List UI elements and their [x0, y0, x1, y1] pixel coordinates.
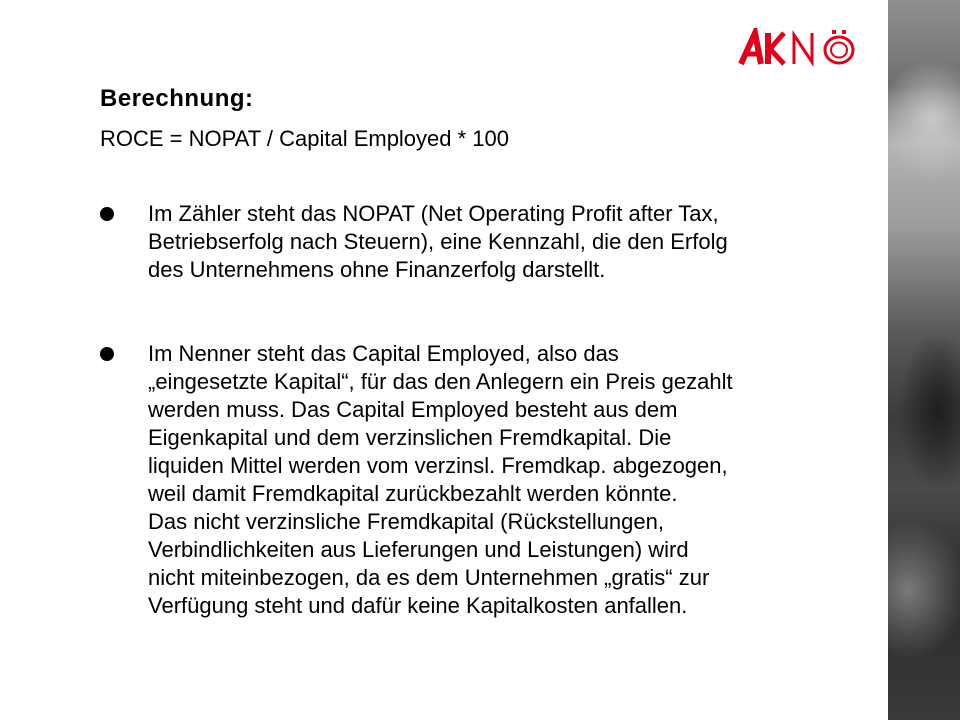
- side-photo: [888, 0, 960, 720]
- bullet-line: Eigenkapital und dem verzinslichen Fremdkapital. Die: [148, 425, 672, 450]
- photo-highlight: [888, 60, 960, 180]
- roce-formula: ROCE = NOPAT / Capital Employed * 100: [100, 126, 510, 151]
- bullet-item-numerator: [100, 200, 870, 284]
- bullet-line: Verfügung steht und dafür keine Kapitalkosten anfallen.: [148, 593, 688, 618]
- bullet-line: Verbindlichkeiten aus Lieferungen und Leistungen) wird: [148, 537, 689, 562]
- bullet-line: Im Nenner steht das Capital Employed, also das: [148, 341, 619, 366]
- bullet-line: weil damit Fremdkapital zurückbezahlt werden könnte.: [148, 481, 678, 506]
- aknoe-logo: [738, 28, 862, 68]
- bullet-dot-icon: [100, 347, 114, 361]
- bullet-line: Das nicht verzinsliche Fremdkapital (Rückstellungen,: [148, 509, 664, 534]
- photo-shadow: [898, 330, 960, 490]
- bullet-line: Betriebserfolg nach Steuern), eine Kennzahl, die den Erfolg: [148, 229, 728, 254]
- bullet-line: des Unternehmens ohne Finanzerfolg darstellt.: [148, 257, 606, 282]
- bullet-line: nicht miteinbezogen, da es dem Unternehmen „gratis“ zur: [148, 565, 710, 590]
- photo-midtone: [888, 520, 960, 660]
- bullet-text: [148, 340, 733, 620]
- bullet-line: Im Zähler steht das NOPAT (Net Operating Profit after Tax,: [148, 201, 719, 226]
- bullet-dot-icon: [100, 207, 114, 221]
- bullet-text: [148, 200, 728, 284]
- slide-heading: Berechnung:: [100, 85, 254, 112]
- bullet-line: werden muss. Das Capital Employed besteht aus dem: [148, 397, 678, 422]
- bullet-line: liquiden Mittel werden vom verzinsl. Fremdkap. abgezogen,: [148, 453, 728, 478]
- bullet-item-denominator: [100, 340, 870, 620]
- bullet-line: „eingesetzte Kapital“, für das den Anlegern ein Preis gezahlt: [148, 369, 733, 394]
